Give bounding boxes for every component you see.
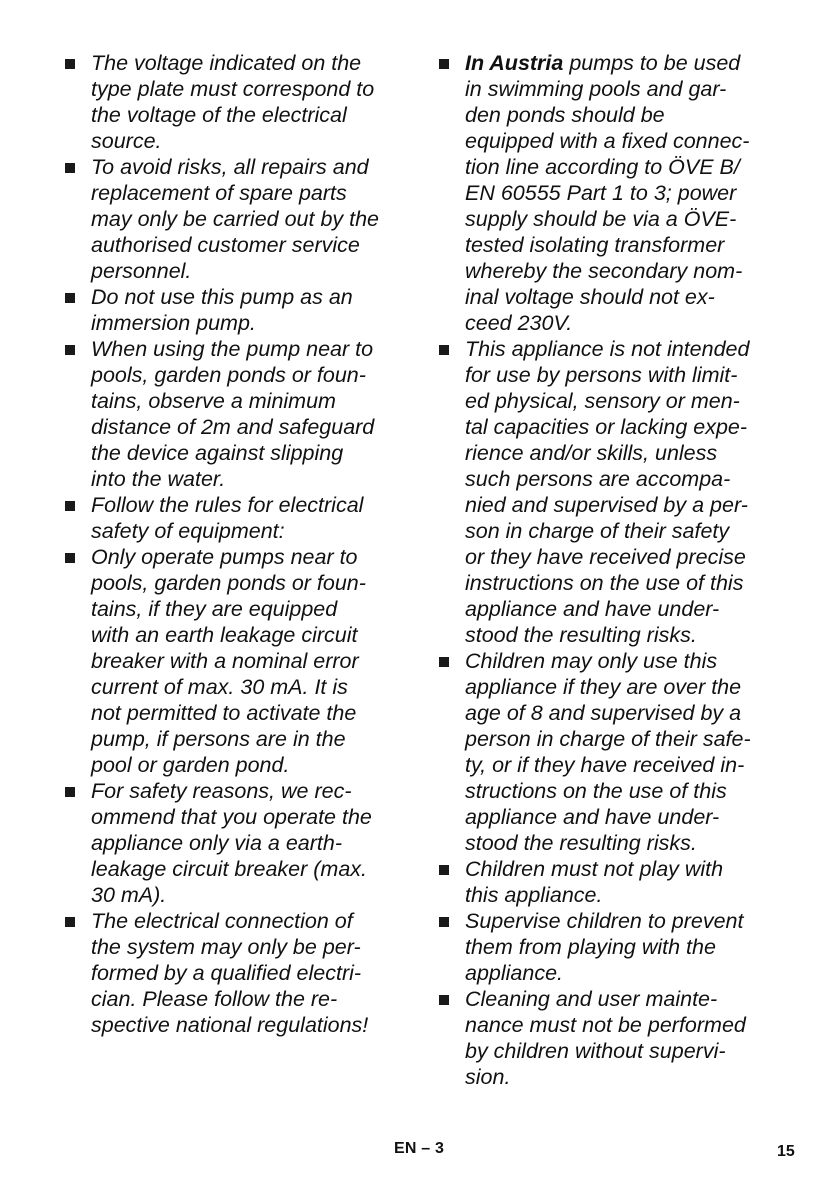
list-item	[434, 986, 794, 1090]
square-bullet-icon	[439, 995, 449, 1005]
square-bullet-icon	[65, 787, 75, 797]
list-item	[434, 50, 794, 336]
item-text: Follow the rules for electrical safety of equipment:	[91, 493, 364, 543]
item-text: When using the pump near to pools, garden ponds or foun- tains, observe a minimum distance of 2m and safeguard the device against slipping into the water.	[91, 337, 375, 491]
page-number: 15	[777, 1143, 795, 1160]
list-item	[60, 908, 415, 1038]
square-bullet-icon	[439, 917, 449, 927]
list-item	[434, 336, 794, 648]
item-text: The electrical connection of the system may only be per- formed by a qualified electri- cian. Please follow the re- spective national regulations!	[91, 909, 369, 1037]
square-bullet-icon	[65, 163, 75, 173]
list-item	[60, 544, 415, 778]
list-item	[60, 284, 415, 336]
item-lead-text: In Austria	[465, 51, 564, 75]
item-text: Only operate pumps near to pools, garden ponds or foun- tains, if they are equipped with an earth leakage circuit breaker with a nominal error current of max. 30 mA. It is not permitted to activate the pump, if persons are in the pool or garden pond.	[91, 545, 366, 777]
list-item	[434, 908, 794, 986]
item-text: Do not use this pump as an immersion pump.	[91, 285, 353, 335]
item-text: The voltage indicated on the type plate must correspond to the voltage of the electrical source.	[91, 51, 375, 153]
list-item	[60, 778, 415, 908]
list-item	[60, 492, 415, 544]
item-text: For safety reasons, we rec- ommend that you operate the appliance only via a earth- leakage circuit breaker (max. 30 mA).	[91, 779, 372, 907]
square-bullet-icon	[439, 657, 449, 667]
list-item	[434, 648, 794, 856]
square-bullet-icon	[65, 293, 75, 303]
item-text: pumps to be used in swimming pools and gar- den ponds should be equipped with a fixed connec- tion line according to ÖVE B/ EN 60555 Part 1 to 3; power supply should be via a ÖVE- tested isolating transformer whereby the secondary nom- inal voltage should not ex- ceed 230V.	[465, 51, 750, 335]
item-text: To avoid risks, all repairs and replacement of spare parts may only be carried out by the authorised customer service personnel.	[91, 155, 380, 283]
square-bullet-icon	[439, 345, 449, 355]
square-bullet-icon	[65, 553, 75, 563]
item-text: This appliance is not intended for use by persons with limit- ed physical, sensory or men- tal capacities or lacking expe- rience and/or skills, unless such persons are accompa- nied and supervised by a per- son in charge of their safety or they have received precise instructions on the use of this appliance and have under- stood the resulting risks.	[465, 337, 750, 647]
item-text: Cleaning and user mainte- nance must not be performed by children without supervi- sion.	[465, 987, 746, 1089]
square-bullet-icon	[65, 59, 75, 69]
square-bullet-icon	[439, 865, 449, 875]
list-item	[434, 856, 794, 908]
square-bullet-icon	[65, 501, 75, 511]
square-bullet-icon	[65, 917, 75, 927]
square-bullet-icon	[65, 345, 75, 355]
left-column	[60, 50, 415, 1038]
square-bullet-icon	[439, 59, 449, 69]
list-item	[60, 154, 415, 284]
item-text: Children may only use this appliance if they are over the age of 8 and supervised by a person in charge of their safe- ty, or if they have received in- structions on the use of this appliance and have under- stood the resulting risks.	[465, 649, 751, 855]
footer-language-page: EN – 3	[394, 1140, 445, 1157]
list-item	[60, 336, 415, 492]
item-text: Supervise children to prevent them from playing with the appliance.	[465, 909, 744, 985]
right-column	[434, 50, 794, 1090]
list-item	[60, 50, 415, 154]
item-text: Children must not play with this appliance.	[465, 857, 724, 907]
